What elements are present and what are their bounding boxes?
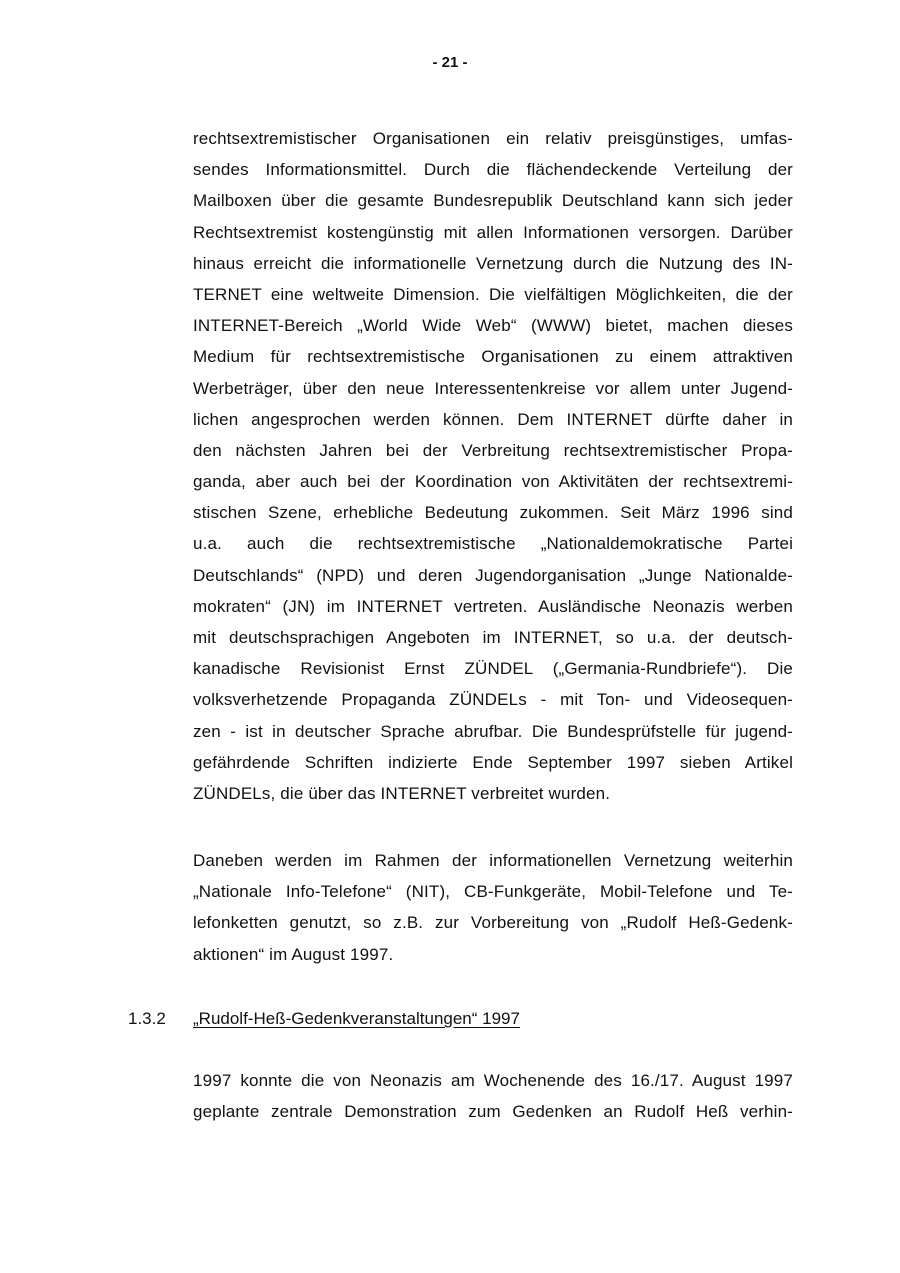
section-heading xyxy=(0,1003,900,1034)
text-line: TERNET eine weltweite Dimension. Die vielfältigen Möglichkeiten, die der xyxy=(193,284,793,304)
body-paragraph-1 xyxy=(193,123,793,809)
section-title: „Rudolf-Heß-Gedenkveranstaltungen“ 1997 xyxy=(193,1009,520,1028)
text-line: 1997 konnte die von Neonazis am Wochenende des 16./17. August 1997 xyxy=(193,1071,793,1090)
text-line: Deutschlands“ (NPD) und deren Jugendorganisation „Junge Nationalde- xyxy=(193,565,793,585)
text-line: ZÜNDELs, die über das INTERNET verbreitet wurden. xyxy=(193,783,611,803)
text-line: Werbeträger, über den neue Interessentenkreise vor allem unter Jugend- xyxy=(193,378,793,398)
text-line: stischen Szene, erhebliche Bedeutung zukommen. Seit März 1996 sind xyxy=(193,503,793,523)
text-line: rechtsextremistischer Organisationen ein relativ preisgünstiges, umfas- xyxy=(193,129,793,148)
text-line: den nächsten Jahren bei der Verbreitung rechtsextremistischer Propa- xyxy=(193,440,793,460)
text-line: zen - ist in deutscher Sprache abrufbar. Die Bundesprüfstelle für jugend- xyxy=(193,721,793,741)
text-line: kanadische Revisionist Ernst ZÜNDEL („Germania-Rundbriefe“). Die xyxy=(193,659,793,679)
text-line: lichen angesprochen werden können. Dem INTERNET dürfte daher in xyxy=(193,409,793,429)
text-line: Daneben werden im Rahmen der informationellen Vernetzung weiterhin xyxy=(193,851,793,870)
text-line: volksverhetzende Propaganda ZÜNDELs - mit Ton- und Videosequen- xyxy=(193,690,793,710)
page-number: - 21 - xyxy=(432,54,468,71)
body-paragraph-3 xyxy=(193,1065,793,1127)
text-line: geplante zentrale Demonstration zum Gedenken an Rudolf Heß verhin- xyxy=(193,1102,793,1122)
section-number: 1.3.2 xyxy=(128,1009,166,1028)
text-line: Medium für rechtsextremistische Organisationen zu einem attraktiven xyxy=(193,347,793,367)
text-line: Rechtsextremist kostengünstig mit allen Informationen versorgen. Darüber xyxy=(193,222,793,242)
text-line: INTERNET-Bereich „World Wide Web“ (WWW) bietet, machen dieses xyxy=(193,316,793,336)
text-line: aktionen“ im August 1997. xyxy=(193,944,394,964)
text-line: ganda, aber auch bei der Koordination von Aktivitäten der rechtsextremi- xyxy=(193,472,793,492)
text-line: „Nationale Info-Telefone“ (NIT), CB-Funkgeräte, Mobil-Telefone und Te- xyxy=(193,882,793,902)
text-line: hinaus erreicht die informationelle Vernetzung durch die Nutzung des IN- xyxy=(193,253,793,273)
text-line: mokraten“ (JN) im INTERNET vertreten. Ausländische Neonazis werben xyxy=(193,596,793,616)
text-line: gefährdende Schriften indizierte Ende September 1997 sieben Artikel xyxy=(193,752,793,772)
text-line: sendes Informationsmittel. Durch die flächendeckende Verteilung der xyxy=(193,160,793,180)
text-line: u.a. auch die rechtsextremistische „Nationaldemokratische Partei xyxy=(193,534,793,554)
text-line: lefonketten genutzt, so z.B. zur Vorbereitung von „Rudolf Heß-Gedenk- xyxy=(193,913,793,933)
text-line: Mailboxen über die gesamte Bundesrepublik Deutschland kann sich jeder xyxy=(193,191,793,211)
text-line: mit deutschsprachigen Angeboten im INTERNET, so u.a. der deutsch- xyxy=(193,628,793,647)
body-paragraph-2 xyxy=(193,845,793,970)
